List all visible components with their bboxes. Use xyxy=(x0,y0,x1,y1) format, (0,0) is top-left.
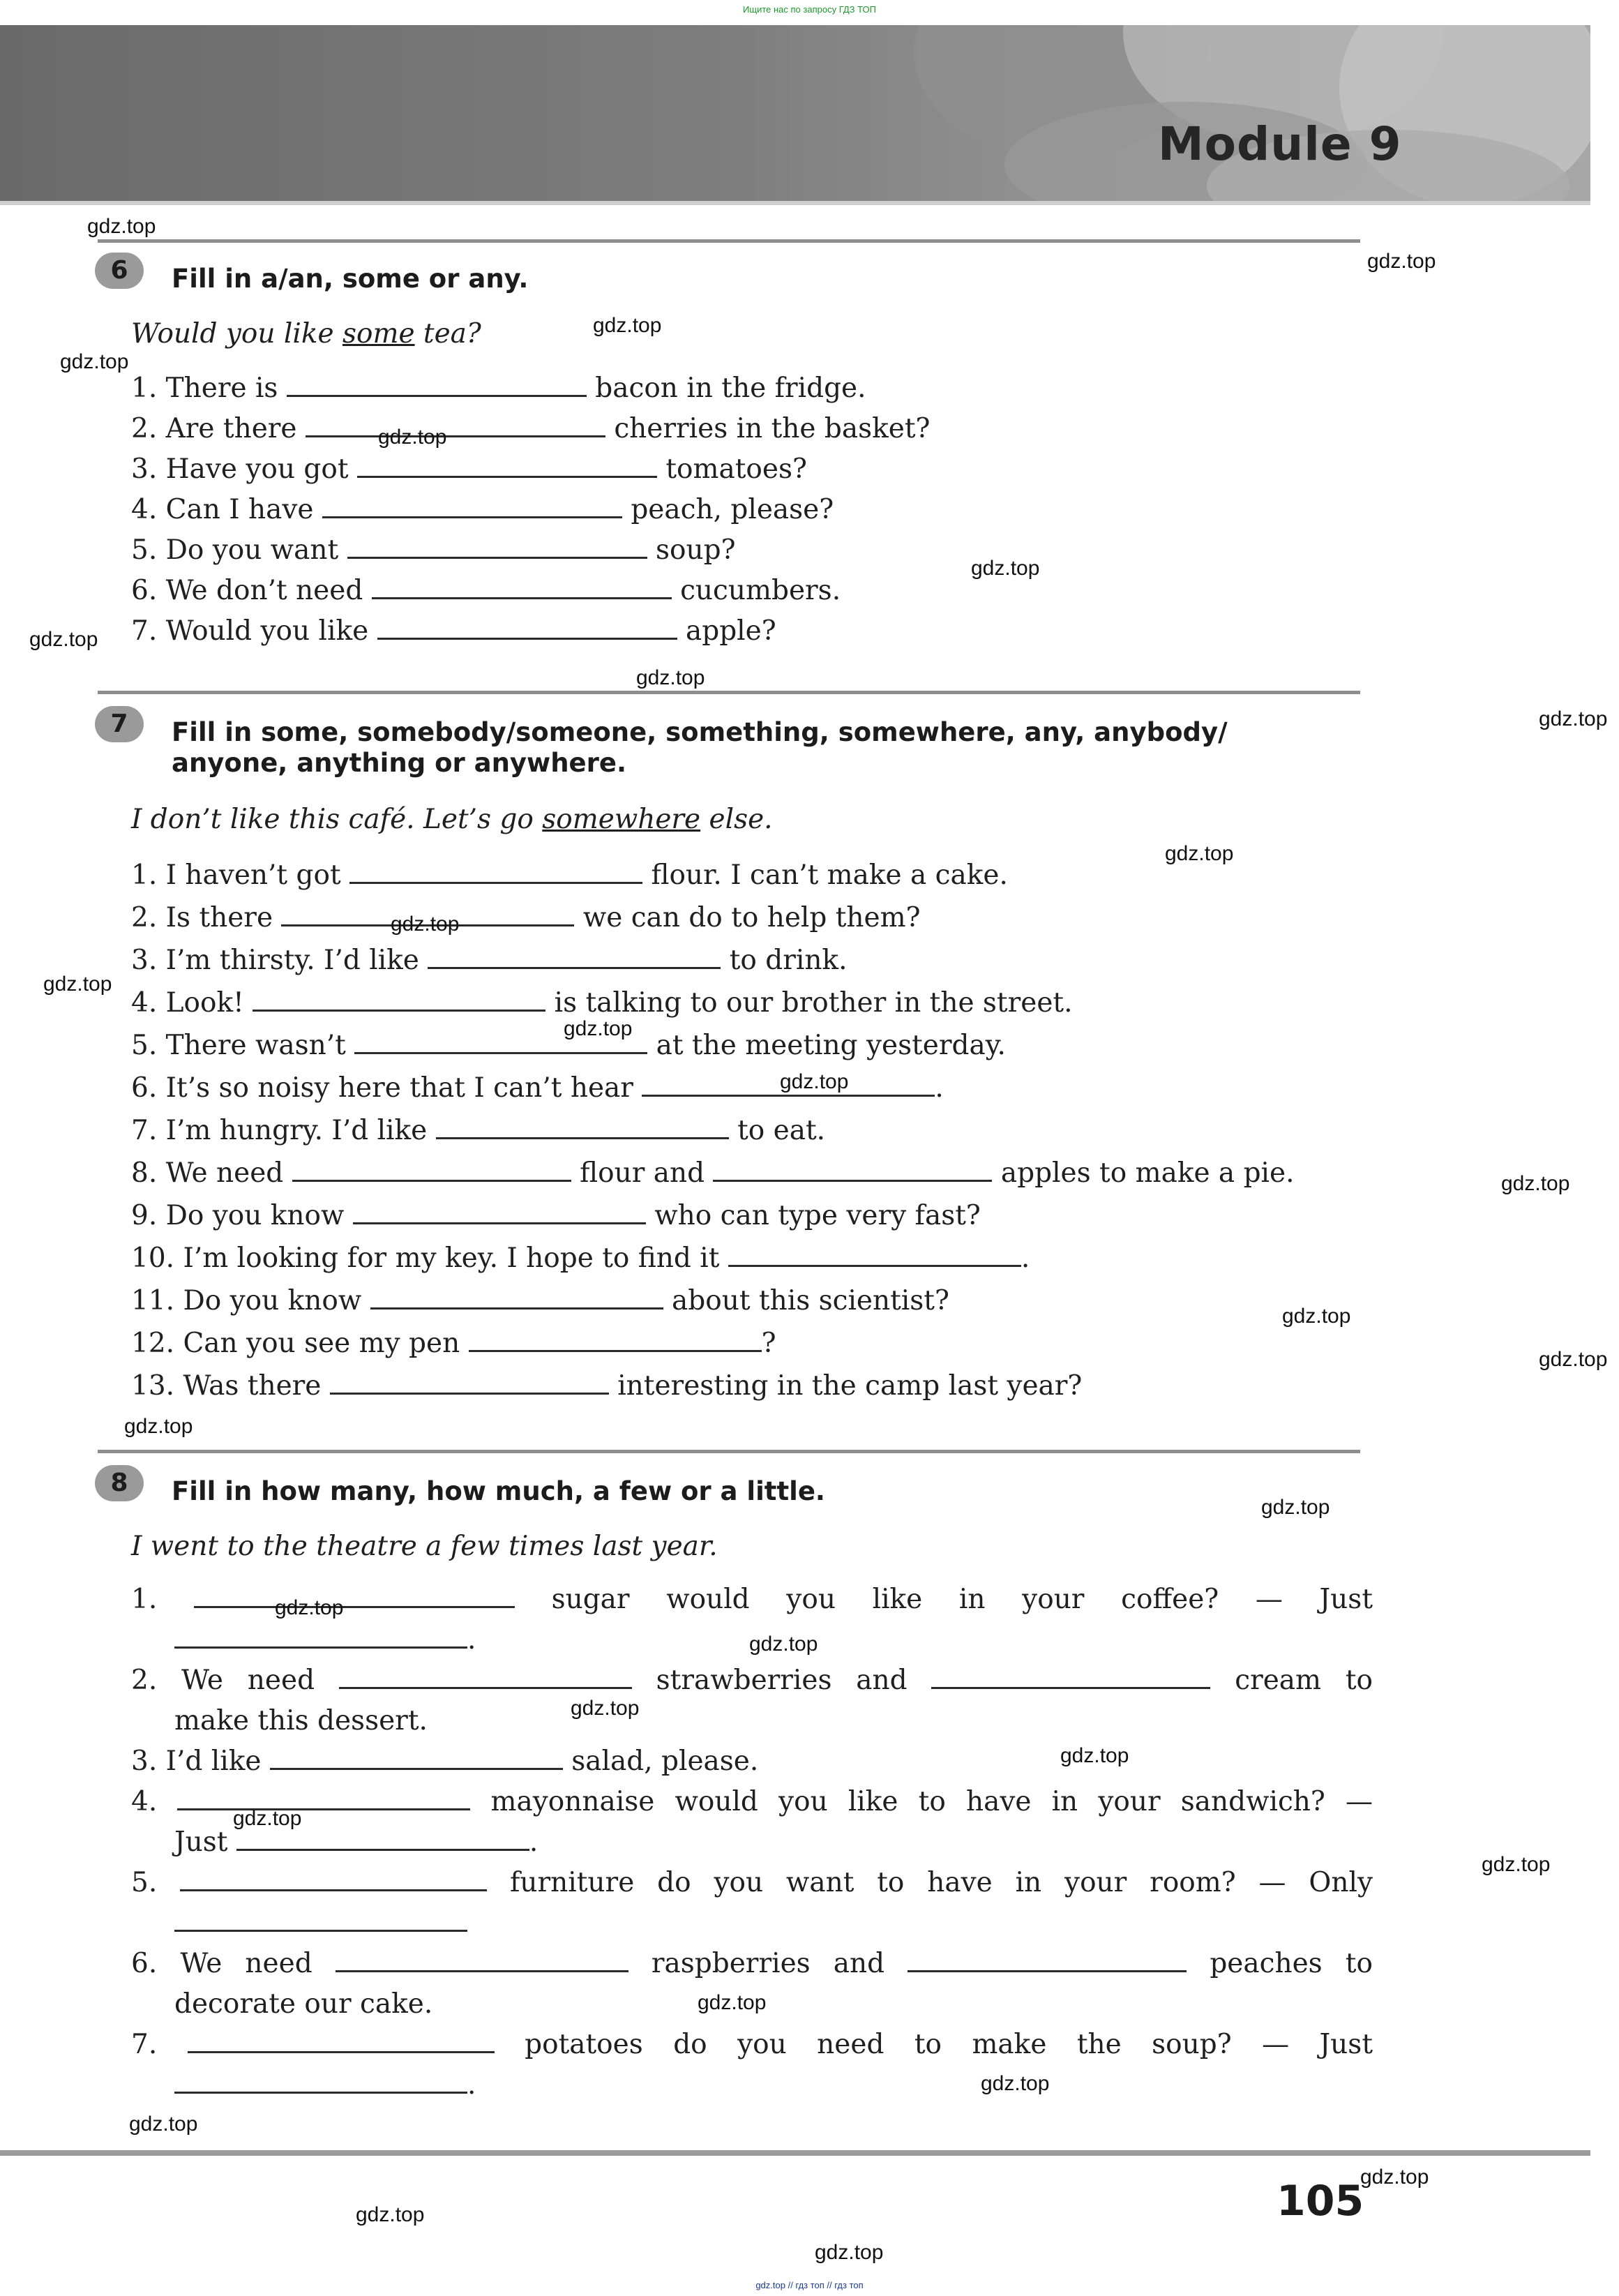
answer-blank[interactable] xyxy=(292,1159,571,1182)
item-text: There wasn’t xyxy=(165,1030,346,1061)
ex8-item-7 xyxy=(131,2029,1373,2060)
ex7-item-2 xyxy=(131,902,921,933)
ex6-item-7 xyxy=(131,615,776,647)
answer-blank[interactable] xyxy=(428,946,721,969)
answer-blank[interactable] xyxy=(194,1585,515,1608)
item-number: 10. xyxy=(131,1243,175,1274)
exercise7-instruction-line2: anyone, anything or anywhere. xyxy=(172,748,627,778)
answer-blank[interactable] xyxy=(306,414,605,437)
watermark: gdz.top xyxy=(87,215,156,238)
footer-rule xyxy=(0,2150,1590,2156)
answer-blank[interactable] xyxy=(349,861,642,884)
item-number: 1. xyxy=(131,860,158,891)
item-number: 6. xyxy=(131,1948,158,1979)
answer-blank[interactable] xyxy=(177,1787,470,1810)
watermark: gdz.top xyxy=(971,557,1040,580)
exercise8-rule xyxy=(98,1450,1360,1453)
ex8-item-6 xyxy=(131,1948,1373,1979)
item-number: 7. xyxy=(131,2029,158,2060)
item-text: Are there xyxy=(165,413,297,444)
item-number: 6. xyxy=(131,1072,158,1104)
item-text: cherries in the basket? xyxy=(614,413,931,444)
item-text: to drink. xyxy=(729,945,848,976)
item-text: raspberries and xyxy=(651,1948,885,1979)
item-number: 1. xyxy=(131,1584,158,1615)
item-text: sugar would you like in your coffee? — Just xyxy=(551,1584,1373,1615)
item-number: 4. xyxy=(131,987,158,1019)
item-text: interesting in the camp last year? xyxy=(617,1370,1083,1402)
item-text: who can type very fast? xyxy=(654,1200,981,1231)
answer-blank[interactable] xyxy=(339,1666,632,1689)
item-number: 9. xyxy=(131,1200,158,1231)
item-number: 7. xyxy=(131,1115,158,1146)
item-text: tomatoes? xyxy=(665,453,807,485)
ex7-item-1 xyxy=(131,860,1008,891)
item-text: I’d like xyxy=(165,1746,262,1777)
ex7-item-3 xyxy=(131,945,847,976)
exercise7-example xyxy=(131,804,773,835)
answer-blank[interactable] xyxy=(436,1116,729,1139)
answer-blank[interactable] xyxy=(180,1868,487,1891)
item-text: We don’t need xyxy=(165,575,363,606)
item-text: apple? xyxy=(686,615,776,647)
answer-blank[interactable] xyxy=(469,1329,762,1352)
answer-blank[interactable] xyxy=(174,1626,467,1649)
exercise7-instruction-line1: Fill in some, somebody/someone, something, somewhere, any, anybody/ xyxy=(172,717,1228,747)
item-number: 4. xyxy=(131,1786,158,1817)
watermark: gdz.top xyxy=(1282,1305,1351,1328)
answer-blank[interactable] xyxy=(336,1949,628,1972)
ex8-item-2 xyxy=(131,1665,1373,1696)
item-text: . xyxy=(935,1072,944,1104)
flower-decoration xyxy=(0,25,1590,201)
item-text: I’m thirsty. I’d like xyxy=(165,945,419,976)
watermark: gdz.top xyxy=(1367,250,1436,273)
item-number: 5. xyxy=(131,1030,158,1061)
exercise6-instruction: Fill in a/an, some or any. xyxy=(172,264,529,294)
item-text: peach, please? xyxy=(631,494,834,525)
ex8-item-2-line2: make this dessert. xyxy=(174,1705,428,1736)
watermark: gdz.top xyxy=(1060,1744,1129,1767)
watermark: gdz.top xyxy=(129,2113,198,2136)
header-strip xyxy=(0,201,1590,205)
watermark: gdz.top xyxy=(1539,1348,1608,1371)
answer-blank[interactable] xyxy=(174,2071,467,2094)
ex8-item-1-line2 xyxy=(174,1624,476,1656)
watermark: gdz.top xyxy=(378,426,447,449)
watermark: gdz.top xyxy=(1501,1172,1570,1195)
module-label: Module 9 xyxy=(1158,117,1402,171)
answer-blank[interactable] xyxy=(322,495,622,518)
item-text: Just xyxy=(174,1826,228,1858)
item-text: There is xyxy=(165,373,278,404)
item-text: is talking to our brother in the street. xyxy=(554,987,1073,1019)
answer-blank[interactable] xyxy=(253,989,545,1012)
answer-blank[interactable] xyxy=(330,1372,609,1395)
item-text: strawberries and xyxy=(656,1665,908,1696)
item-text: cucumbers. xyxy=(680,575,841,606)
exercise8-example: I went to the theatre a few times last year. xyxy=(131,1531,718,1562)
watermark: gdz.top xyxy=(233,1807,302,1830)
item-text: apples to make a pie. xyxy=(1000,1157,1295,1189)
watermark: gdz.top xyxy=(60,350,129,373)
watermark: gdz.top xyxy=(43,973,112,996)
item-text: Would you like xyxy=(165,615,369,647)
item-text: potatoes do you need to make the soup? — Just xyxy=(525,2029,1373,2060)
item-text: . xyxy=(1021,1243,1030,1274)
watermark: gdz.top xyxy=(1261,1496,1330,1519)
item-text: furniture do you want to have in your room? — Only xyxy=(509,1867,1373,1898)
example-pre: I don’t like this café. Let’s go xyxy=(131,804,543,835)
item-text: cream to xyxy=(1235,1665,1373,1696)
item-text: . xyxy=(467,2069,476,2101)
ex6-item-3 xyxy=(131,453,807,485)
answer-blank[interactable] xyxy=(713,1159,992,1182)
bottom-notice: gdz.top // гдз топ // гдз топ xyxy=(755,2280,864,2290)
item-number: 8. xyxy=(131,1157,158,1189)
watermark: gdz.top xyxy=(749,1633,818,1656)
item-number: 7. xyxy=(131,615,158,647)
item-text: mayonnaise would you like to have in your sandwich? — xyxy=(490,1786,1373,1817)
ex8-item-4-line2 xyxy=(174,1826,538,1858)
item-text: flour and xyxy=(580,1157,705,1189)
ex8-item-5-line2 xyxy=(174,1907,467,1939)
ex6-item-1 xyxy=(131,373,866,404)
ex7-item-7 xyxy=(131,1115,825,1146)
item-text: Do you know xyxy=(183,1285,362,1316)
item-text: We need xyxy=(180,1948,312,1979)
item-text: . xyxy=(467,1624,476,1656)
item-number: 1. xyxy=(131,373,158,404)
watermark: gdz.top xyxy=(356,2203,425,2226)
answer-blank[interactable] xyxy=(188,2030,495,2053)
exercise8-instruction: Fill in how many, how much, a few or a little. xyxy=(172,1476,825,1506)
watermark: gdz.top xyxy=(391,913,460,936)
item-text: We need xyxy=(181,1665,315,1696)
watermark: gdz.top xyxy=(636,666,705,689)
answer-blank[interactable] xyxy=(728,1244,1021,1267)
answer-blank[interactable] xyxy=(270,1747,563,1770)
item-text: Is there xyxy=(165,902,273,933)
item-text: Do you want xyxy=(165,534,339,566)
page-number: 105 xyxy=(1277,2177,1364,2226)
item-text: Can you see my pen xyxy=(183,1328,460,1359)
top-notice: Ищите нас по запросу ГДЗ ТОП xyxy=(743,4,876,15)
answer-blank[interactable] xyxy=(353,1201,646,1224)
ex8-item-6-line2: decorate our cake. xyxy=(174,1988,433,2020)
item-text: I’m hungry. I’d like xyxy=(165,1115,428,1146)
item-text: Can I have xyxy=(165,494,314,525)
item-number: 6. xyxy=(131,575,158,606)
item-text: Look! xyxy=(165,987,244,1019)
item-text: we can do to help them? xyxy=(582,902,921,933)
example-post: tea? xyxy=(414,318,481,350)
item-text: about this scientist? xyxy=(672,1285,949,1316)
item-text: soup? xyxy=(656,534,736,566)
item-text: I haven’t got xyxy=(165,860,341,891)
exercise7-rule xyxy=(98,691,1360,694)
watermark: gdz.top xyxy=(275,1596,344,1619)
ex8-item-7-line2 xyxy=(174,2069,476,2101)
watermark: gdz.top xyxy=(981,2072,1050,2095)
item-text: Do you know xyxy=(165,1200,345,1231)
answer-blank[interactable] xyxy=(908,1949,1187,1972)
example-post: else. xyxy=(700,804,773,835)
watermark: gdz.top xyxy=(1539,707,1608,730)
item-text: at the meeting yesterday. xyxy=(656,1030,1006,1061)
answer-blank[interactable] xyxy=(931,1666,1210,1689)
watermark: gdz.top xyxy=(780,1070,849,1093)
example-answer: some xyxy=(342,318,415,350)
ex8-item-5 xyxy=(131,1867,1373,1898)
exercise6-example xyxy=(131,318,481,350)
watermark: gdz.top xyxy=(1482,1853,1551,1876)
item-number: 4. xyxy=(131,494,158,525)
ex7-item-4 xyxy=(131,987,1072,1019)
ex6-item-6 xyxy=(131,575,841,606)
answer-blank[interactable] xyxy=(287,374,587,397)
ex7-item-11 xyxy=(131,1285,949,1316)
item-number: 2. xyxy=(131,1665,158,1696)
ex6-item-2 xyxy=(131,413,930,444)
item-number: 11. xyxy=(131,1285,175,1316)
ex7-item-12 xyxy=(131,1328,776,1359)
item-number: 5. xyxy=(131,1867,158,1898)
module-header xyxy=(0,25,1590,201)
watermark: gdz.top xyxy=(1360,2166,1429,2189)
ex7-item-9 xyxy=(131,1200,981,1231)
ex7-item-8 xyxy=(131,1157,1295,1189)
item-text: Was there xyxy=(183,1370,322,1402)
answer-blank[interactable] xyxy=(357,455,657,478)
item-number: 3. xyxy=(131,453,158,485)
watermark: gdz.top xyxy=(593,314,662,337)
ex6-item-4 xyxy=(131,494,834,525)
item-text: flour. I can’t make a cake. xyxy=(651,860,1008,891)
item-text: . xyxy=(529,1826,539,1858)
item-text: salad, please. xyxy=(571,1746,759,1777)
answer-blank[interactable] xyxy=(372,576,672,599)
item-text: to eat. xyxy=(737,1115,826,1146)
answer-blank[interactable] xyxy=(347,536,647,559)
watermark: gdz.top xyxy=(571,1697,640,1720)
exercise6-badge: 6 xyxy=(95,253,144,289)
item-number: 3. xyxy=(131,945,158,976)
watermark: gdz.top xyxy=(698,1991,767,2014)
watermark: gdz.top xyxy=(29,628,98,651)
item-text: We need xyxy=(165,1157,284,1189)
exercise7-badge: 7 xyxy=(95,706,144,742)
item-number: 12. xyxy=(131,1328,175,1359)
exercise8-badge: 8 xyxy=(95,1465,144,1501)
item-number: 13. xyxy=(131,1370,175,1402)
exercise6-rule xyxy=(98,239,1360,243)
item-text: Have you got xyxy=(165,453,349,485)
answer-blank[interactable] xyxy=(236,1828,529,1851)
example-pre: Would you like xyxy=(131,318,342,350)
ex8-item-3 xyxy=(131,1746,758,1777)
item-number: 2. xyxy=(131,902,158,933)
item-text: ? xyxy=(761,1328,776,1359)
watermark: gdz.top xyxy=(564,1017,633,1040)
item-number: 5. xyxy=(131,534,158,566)
ex6-item-5 xyxy=(131,534,736,566)
item-number: 3. xyxy=(131,1746,158,1777)
watermark: gdz.top xyxy=(1165,842,1234,865)
item-text: It’s so noisy here that I can’t hear xyxy=(165,1072,633,1104)
watermark: gdz.top xyxy=(815,2241,884,2264)
ex8-item-4 xyxy=(131,1786,1373,1817)
item-text: I’m looking for my key. I hope to find it xyxy=(183,1243,720,1274)
answer-blank[interactable] xyxy=(370,1286,663,1310)
watermark: gdz.top xyxy=(124,1415,193,1438)
ex7-item-10 xyxy=(131,1243,1030,1274)
item-text: peaches to xyxy=(1210,1948,1373,1979)
example-answer: somewhere xyxy=(542,804,701,835)
item-text: bacon in the fridge. xyxy=(595,373,866,404)
item-number: 2. xyxy=(131,413,158,444)
answer-blank[interactable] xyxy=(377,617,677,640)
answer-blank[interactable] xyxy=(174,1909,467,1932)
ex7-item-13 xyxy=(131,1370,1082,1402)
